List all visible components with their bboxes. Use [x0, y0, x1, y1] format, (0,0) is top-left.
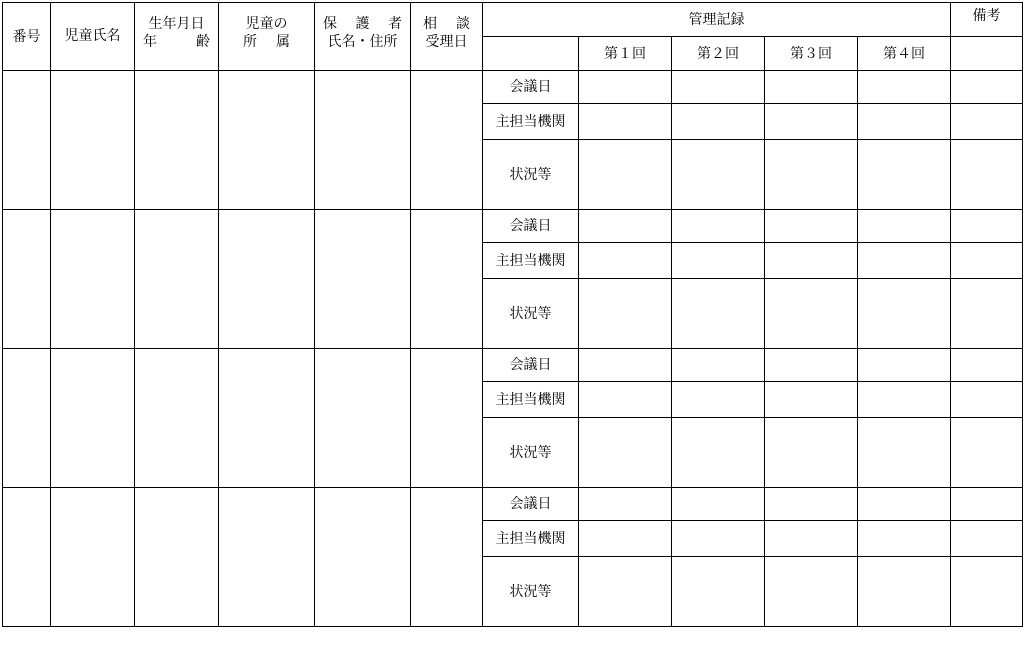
cell-round-3[interactable] [765, 488, 858, 521]
cell-round-2[interactable] [672, 382, 765, 418]
cell-round-4[interactable] [858, 279, 951, 349]
cell-guardian[interactable] [315, 349, 411, 488]
label-main-agency: 主担当機関 [483, 521, 579, 557]
cell-round-3[interactable] [765, 210, 858, 243]
cell-guardian[interactable] [315, 71, 411, 210]
cell-round-3[interactable] [765, 382, 858, 418]
label-meeting-date: 会議日 [483, 71, 579, 104]
cell-child-name[interactable] [51, 210, 135, 349]
cell-birthdate-age[interactable] [135, 349, 219, 488]
cell-round-1[interactable] [579, 349, 672, 382]
cell-affiliation[interactable] [219, 488, 315, 627]
label-main-agency: 主担当機関 [483, 243, 579, 279]
cell-round-2[interactable] [672, 488, 765, 521]
header-round-3: 第３回 [765, 37, 858, 71]
cell-affiliation[interactable] [219, 71, 315, 210]
cell-round-3[interactable] [765, 557, 858, 627]
cell-round-1[interactable] [579, 382, 672, 418]
label-status: 状況等 [483, 557, 579, 627]
header-round-4: 第４回 [858, 37, 951, 71]
cell-remarks[interactable] [951, 521, 1023, 557]
cell-round-2[interactable] [672, 210, 765, 243]
cell-round-4[interactable] [858, 243, 951, 279]
label-status: 状況等 [483, 279, 579, 349]
cell-birthdate-age[interactable] [135, 71, 219, 210]
header-consultation-date: 相 談 受理日 [411, 3, 483, 71]
header-blank-label [483, 37, 579, 71]
header-birthdate-age: 生年月日 年 齢 [135, 3, 219, 71]
header-round-1: 第１回 [579, 37, 672, 71]
cell-round-1[interactable] [579, 521, 672, 557]
cell-round-1[interactable] [579, 418, 672, 488]
header-remarks: 備考 [951, 3, 1023, 37]
cell-round-4[interactable] [858, 557, 951, 627]
cell-consultation-date[interactable] [411, 71, 483, 210]
cell-round-2[interactable] [672, 418, 765, 488]
cell-round-3[interactable] [765, 104, 858, 140]
cell-number[interactable] [3, 349, 51, 488]
cell-number[interactable] [3, 488, 51, 627]
cell-round-4[interactable] [858, 418, 951, 488]
cell-round-1[interactable] [579, 488, 672, 521]
cell-round-2[interactable] [672, 71, 765, 104]
label-main-agency: 主担当機関 [483, 104, 579, 140]
cell-round-4[interactable] [858, 71, 951, 104]
cell-round-2[interactable] [672, 557, 765, 627]
cell-birthdate-age[interactable] [135, 210, 219, 349]
cell-round-3[interactable] [765, 349, 858, 382]
cell-round-2[interactable] [672, 243, 765, 279]
header-remarks-blank [951, 37, 1023, 71]
cell-round-3[interactable] [765, 71, 858, 104]
cell-round-4[interactable] [858, 521, 951, 557]
cell-remarks[interactable] [951, 488, 1023, 521]
cell-remarks[interactable] [951, 210, 1023, 243]
cell-round-2[interactable] [672, 140, 765, 210]
header-number: 番号 [3, 3, 51, 71]
cell-round-4[interactable] [858, 210, 951, 243]
label-status: 状況等 [483, 140, 579, 210]
label-meeting-date: 会議日 [483, 488, 579, 521]
cell-guardian[interactable] [315, 210, 411, 349]
cell-remarks[interactable] [951, 243, 1023, 279]
cell-round-1[interactable] [579, 71, 672, 104]
cell-consultation-date[interactable] [411, 210, 483, 349]
label-status: 状況等 [483, 418, 579, 488]
cell-round-3[interactable] [765, 418, 858, 488]
cell-round-2[interactable] [672, 349, 765, 382]
cell-round-2[interactable] [672, 279, 765, 349]
cell-remarks[interactable] [951, 349, 1023, 382]
cell-round-3[interactable] [765, 140, 858, 210]
cell-birthdate-age[interactable] [135, 488, 219, 627]
cell-round-1[interactable] [579, 279, 672, 349]
header-management-record: 管理記録 [483, 3, 951, 37]
header-child-affiliation: 児童の 所 属 [219, 3, 315, 71]
cell-remarks[interactable] [951, 71, 1023, 104]
cell-remarks[interactable] [951, 140, 1023, 210]
cell-round-1[interactable] [579, 140, 672, 210]
cell-remarks[interactable] [951, 418, 1023, 488]
header-guardian: 保 護 者 氏名・住所 [315, 3, 411, 71]
cell-affiliation[interactable] [219, 210, 315, 349]
cell-round-4[interactable] [858, 488, 951, 521]
cell-number[interactable] [3, 210, 51, 349]
cell-round-2[interactable] [672, 104, 765, 140]
cell-remarks[interactable] [951, 279, 1023, 349]
header-child-name: 児童氏名 [51, 3, 135, 71]
cell-child-name[interactable] [51, 349, 135, 488]
cell-remarks[interactable] [951, 557, 1023, 627]
cell-round-1[interactable] [579, 104, 672, 140]
cell-guardian[interactable] [315, 488, 411, 627]
label-main-agency: 主担当機関 [483, 382, 579, 418]
header-round-2: 第２回 [672, 37, 765, 71]
cell-consultation-date[interactable] [411, 488, 483, 627]
management-record-form [2, 2, 1023, 627]
cell-round-4[interactable] [858, 140, 951, 210]
cell-round-2[interactable] [672, 521, 765, 557]
cell-round-4[interactable] [858, 382, 951, 418]
cell-consultation-date[interactable] [411, 349, 483, 488]
cell-round-4[interactable] [858, 349, 951, 382]
cell-affiliation[interactable] [219, 349, 315, 488]
cell-round-3[interactable] [765, 279, 858, 349]
cell-round-1[interactable] [579, 210, 672, 243]
cell-child-name[interactable] [51, 488, 135, 627]
cell-round-3[interactable] [765, 243, 858, 279]
cell-number[interactable] [3, 71, 51, 210]
cell-round-4[interactable] [858, 104, 951, 140]
cell-round-1[interactable] [579, 557, 672, 627]
cell-round-1[interactable] [579, 243, 672, 279]
cell-child-name[interactable] [51, 71, 135, 210]
cell-remarks[interactable] [951, 382, 1023, 418]
cell-round-3[interactable] [765, 521, 858, 557]
cell-remarks[interactable] [951, 104, 1023, 140]
label-meeting-date: 会議日 [483, 210, 579, 243]
label-meeting-date: 会議日 [483, 349, 579, 382]
